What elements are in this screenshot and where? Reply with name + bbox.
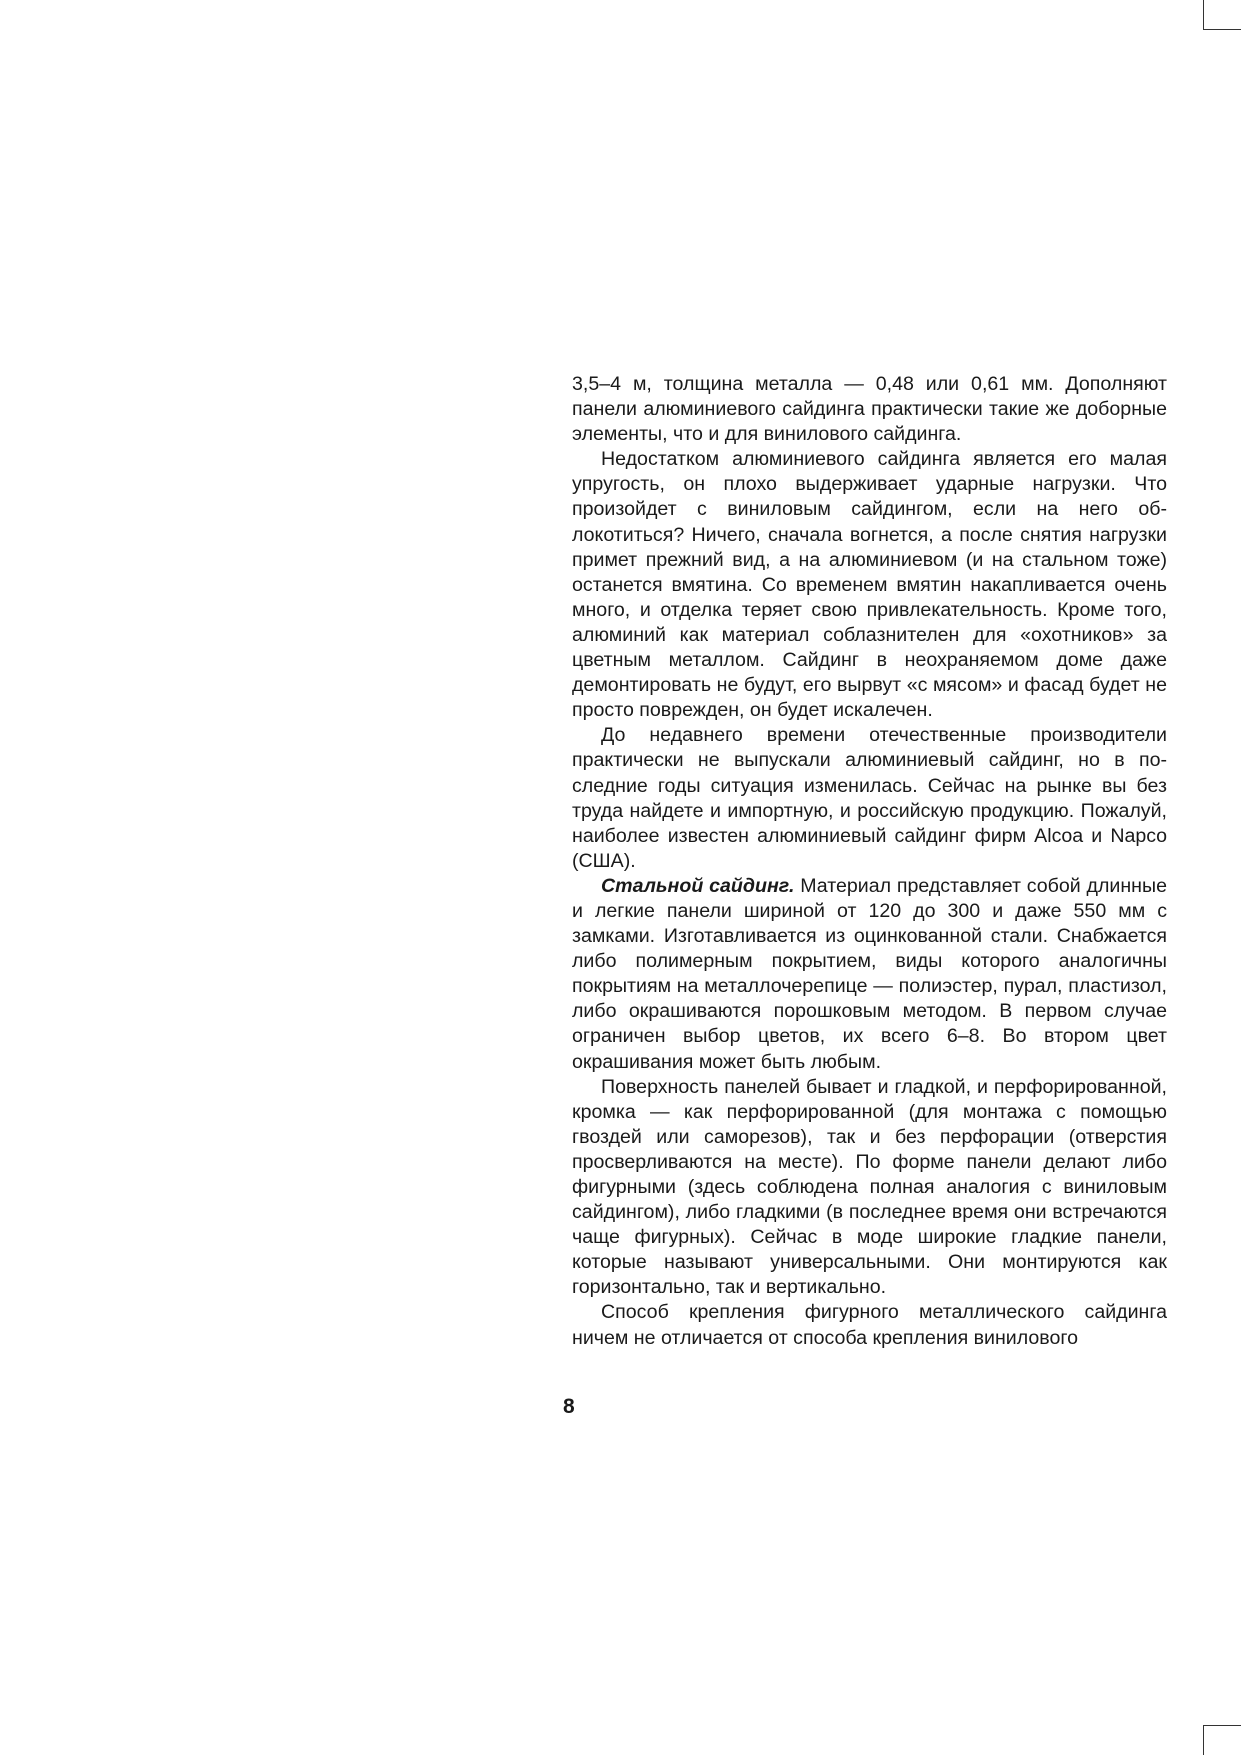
paragraph-2 [572,447,1167,723]
paragraph-4 [572,874,1167,1075]
paragraph-text: Материал представляет собой длинные и легкие панели шириной от 120 до 300 и даже 550 мм с замками. Изготавливается из оцинкованной стали. Снабжается либо полимерным покрытием, виды которого аналогичны покрытиям на металлочерепице — полиэстер, пурал, пластизол, либо окрашиваются порошковым методом. В первом случае ограничен выбор цветов, их всего 6–8. Во втором цвет окрашивания может быть любым. [572,874,1167,1073]
crop-mark-bottom-horizontal [1203,1725,1241,1726]
paragraph-text: Недостатком алюминиевого сайдинга является его малая упругость, он плохо выдерживает ударные нагрузки. Что произойдет с виниловым сайдингом, если на него облокотиться? Ничего, сначала вогнется, а после снятия нагрузки примет прежний вид, а на алюминиевом (и на стальном тоже) останется вмятина. Со временем вмятин накапливается очень много, и отделка теряет свою привлекательность. Кроме того, алюминий как материал соблазнителен для «охотников» за цветным металлом. Сайдинг в неохраняемом доме даже демонтировать не будут, его вырвут «с мясом» и фасад будет не просто поврежден, он будет искалечен. [572,448,1167,722]
paragraph-6 [572,1300,1167,1350]
page-number: 8 [563,1395,575,1418]
crop-mark-bottom-vertical [1203,1725,1204,1755]
body-text [572,372,1167,1351]
paragraph-heading: Стальной сайдинг. [601,874,795,897]
paragraph-text: 3,5–4 м, толщина металла — 0,48 или 0,61 мм. Дополняют панели алюминиевого сайдинга практически такие же доборные элементы, что и для винилового сайдинга. [572,373,1167,446]
crop-mark-top-horizontal [1203,29,1241,30]
paragraph-text: Способ крепления фигурного металлического сайдинга ничем не отличается от способа крепления винилового [572,1301,1167,1349]
paragraph-3 [572,723,1167,874]
paragraph-1 [572,372,1167,447]
paragraph-text: До недавнего времени отечественные производители практически не выпускали алюминиевый сайдинг, но в последние годы ситуация изменилась. Сейчас на рынке вы без труда найдете и импортную, и российскую продукцию. Пожалуй, наиболее известен алюминиевый сайдинг фирм Alcoa и Napco (США). [572,724,1167,872]
paragraph-text: Поверхность панелей бывает и гладкой, и перфорированной, кромка — как перфорированной (для монтажа с помощью гвоздей или саморезов), так и без перфорации (отверстия просверливаются на месте). По форме панели делают либо фигурными (здесь соблюдена полная аналогия с виниловым сайдингом), либо гладкими (в последнее время они встречаются чаще фигурных). Сейчас в моде широкие гладкие панели, которые называют универсальными. Они монтируются как горизонтально, так и вертикально. [572,1075,1167,1299]
crop-mark-top-vertical [1203,0,1204,30]
paragraph-5 [572,1075,1167,1301]
